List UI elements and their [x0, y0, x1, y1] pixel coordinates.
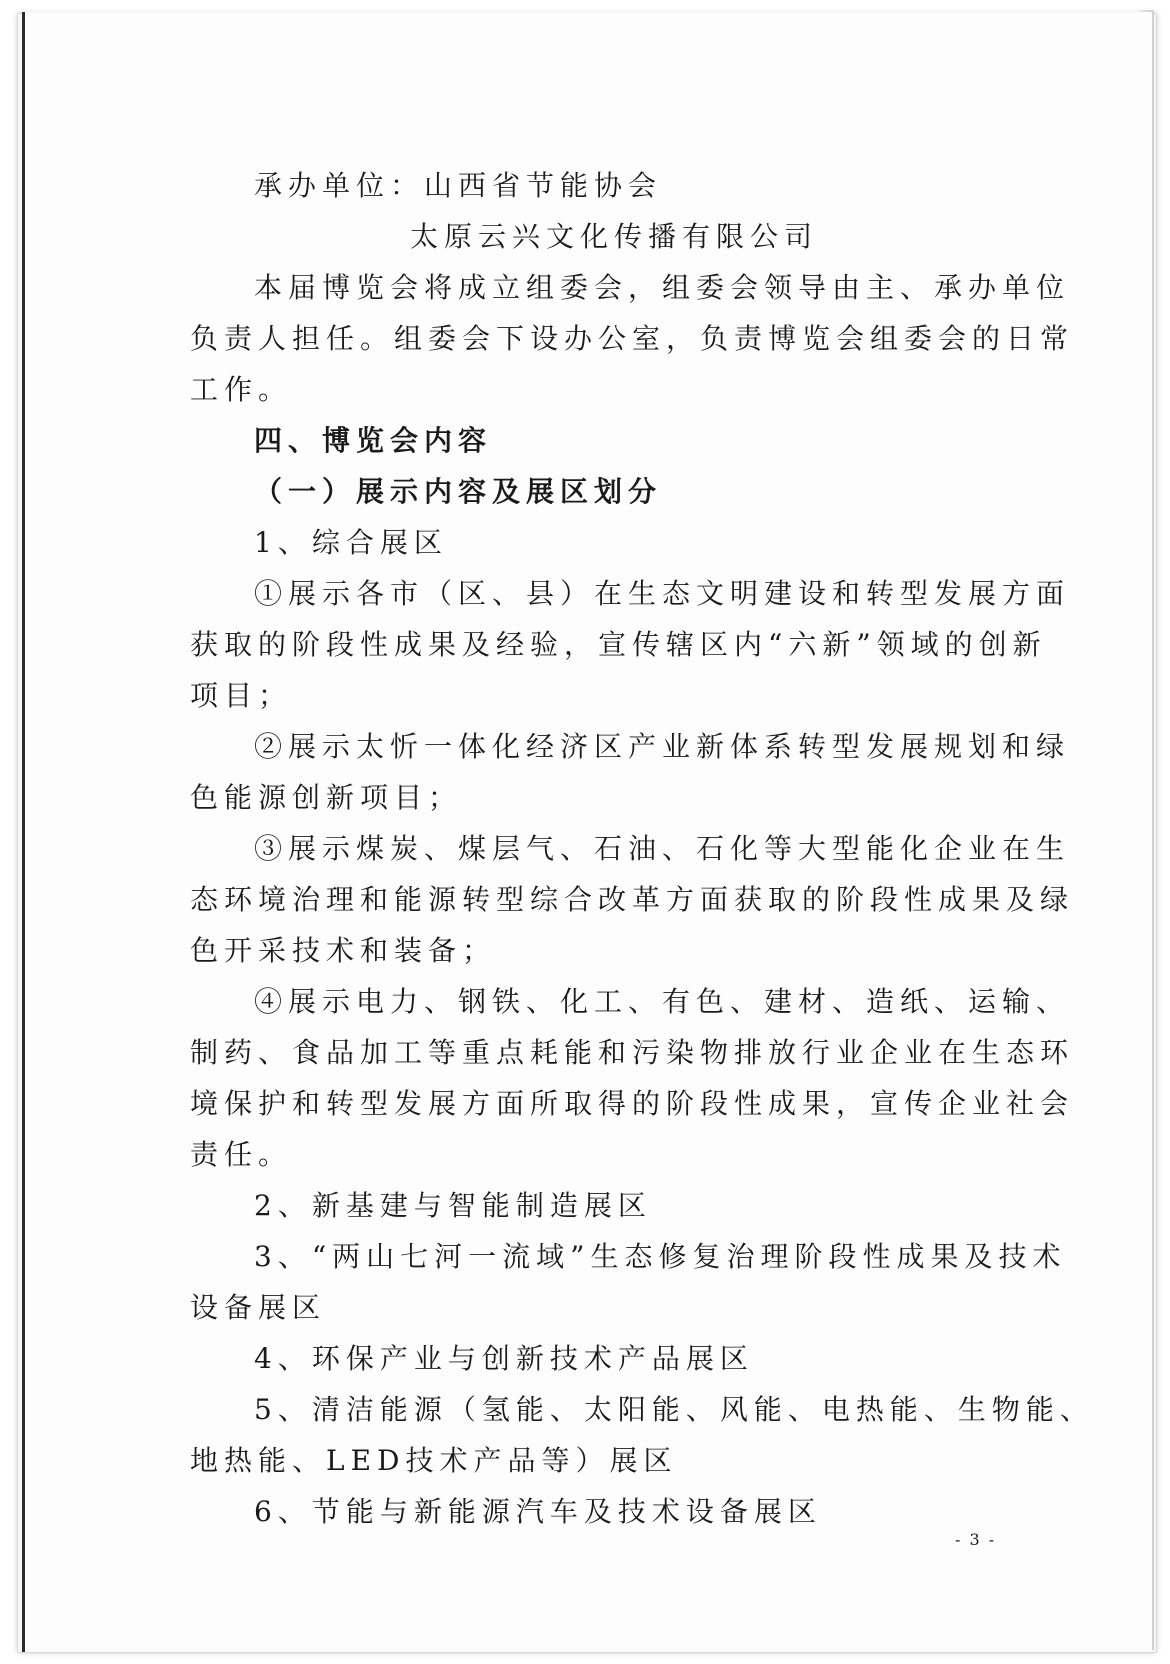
paragraph-line: 态环境治理和能源转型综合改革方面获取的阶段性成果及绿	[190, 883, 1075, 916]
paragraph-line: ①展示各市（区、县）在生态文明建设和转型发展方面	[254, 577, 1071, 610]
paragraph-line: 境保护和转型发展方面所取得的阶段性成果，宣传企业社会	[190, 1087, 1075, 1120]
subsection-heading: （一）展示内容及展区划分	[254, 475, 663, 508]
list-item: 5、清洁能源（氢能、太阳能、风能、电热能、生物能、	[254, 1393, 1094, 1426]
paragraph-line: 责任。	[190, 1138, 293, 1171]
list-item: 3、“两山七河一流域”生态修复治理阶段性成果及技术	[254, 1240, 1067, 1273]
paragraph-line: ③展示煤炭、煤层气、石油、石化等大型能化企业在生	[254, 832, 1071, 865]
list-item: 2、新基建与智能制造展区	[254, 1189, 652, 1222]
paragraph-line: 色开采技术和装备；	[190, 934, 497, 967]
paragraph-line: 工作。	[190, 373, 293, 406]
list-item: 4、环保产业与创新技术产品展区	[254, 1342, 754, 1375]
list-item-heading: 1、综合展区	[254, 526, 448, 559]
organizer-line-2: 太原云兴文化传播有限公司	[410, 220, 819, 253]
list-item: 6、节能与新能源汽车及技术设备展区	[254, 1495, 822, 1528]
paragraph-line: 本届博览会将成立组委会，组委会领导由主、承办单位	[254, 271, 1071, 304]
paragraph-line: 制药、食品加工等重点耗能和污染物排放行业企业在生态环	[190, 1036, 1075, 1069]
page-number: - 3 -	[955, 1530, 997, 1549]
document-body	[190, 160, 1094, 1537]
section-heading: 四、博览会内容	[254, 424, 493, 457]
paragraph-line: ②展示太忻一体化经济区产业新体系转型发展规划和绿	[254, 730, 1071, 763]
paragraph-line: ④展示电力、钢铁、化工、有色、建材、造纸、运输、	[254, 985, 1071, 1018]
list-item-continuation: 地热能、LED技术产品等）展区	[190, 1444, 678, 1477]
list-item-continuation: 设备展区	[190, 1291, 327, 1324]
paragraph-line: 获取的阶段性成果及经验，宣传辖区内“六新”领域的创新	[190, 628, 1047, 661]
organizer-line: 承办单位：山西省节能协会	[254, 169, 663, 202]
paragraph-line: 色能源创新项目；	[190, 781, 463, 814]
paragraph-line: 项目；	[190, 679, 293, 712]
paragraph-line: 负责人担任。组委会下设办公室，负责博览会组委会的日常	[190, 322, 1075, 355]
